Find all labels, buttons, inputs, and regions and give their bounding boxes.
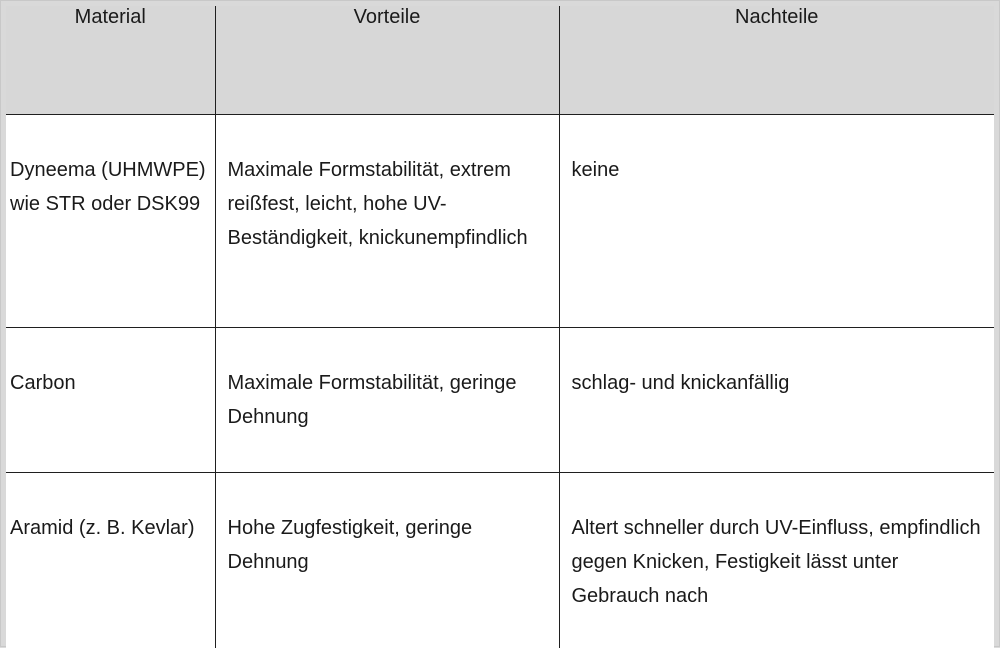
table-row [6, 472, 994, 648]
header-nachteile: Nachteile [559, 6, 994, 114]
cell-vorteile: Maximale Formstabilität, geringe Dehnung [215, 327, 559, 472]
table-row [6, 327, 994, 472]
cell-material: Carbon [6, 327, 215, 472]
cell-nachteile: schlag- und knickanfällig [559, 327, 994, 472]
table-row [6, 114, 994, 327]
material-comparison-table [6, 6, 994, 648]
cell-nachteile: Altert schneller durch UV-Einfluss, empfindlich gegen Knicken, Festigkeit lässt unter Gebrauch nach [559, 472, 994, 648]
cell-material: Dyneema (UHMWPE) wie STR oder DSK99 [6, 114, 215, 327]
cell-vorteile: Maximale Formstabilität, extrem reißfest, leicht, hohe UV-Beständigkeit, knickunempfindlich [215, 114, 559, 327]
header-vorteile: Vorteile [215, 6, 559, 114]
cell-material: Aramid (z. B. Kevlar) [6, 472, 215, 648]
cell-vorteile: Hohe Zugfestigkeit, geringe Dehnung [215, 472, 559, 648]
header-row [6, 6, 994, 114]
table-header [6, 6, 994, 114]
cell-nachteile: keine [559, 114, 994, 327]
table-body [6, 114, 994, 648]
header-material: Material [6, 6, 215, 114]
document-page [6, 6, 994, 648]
